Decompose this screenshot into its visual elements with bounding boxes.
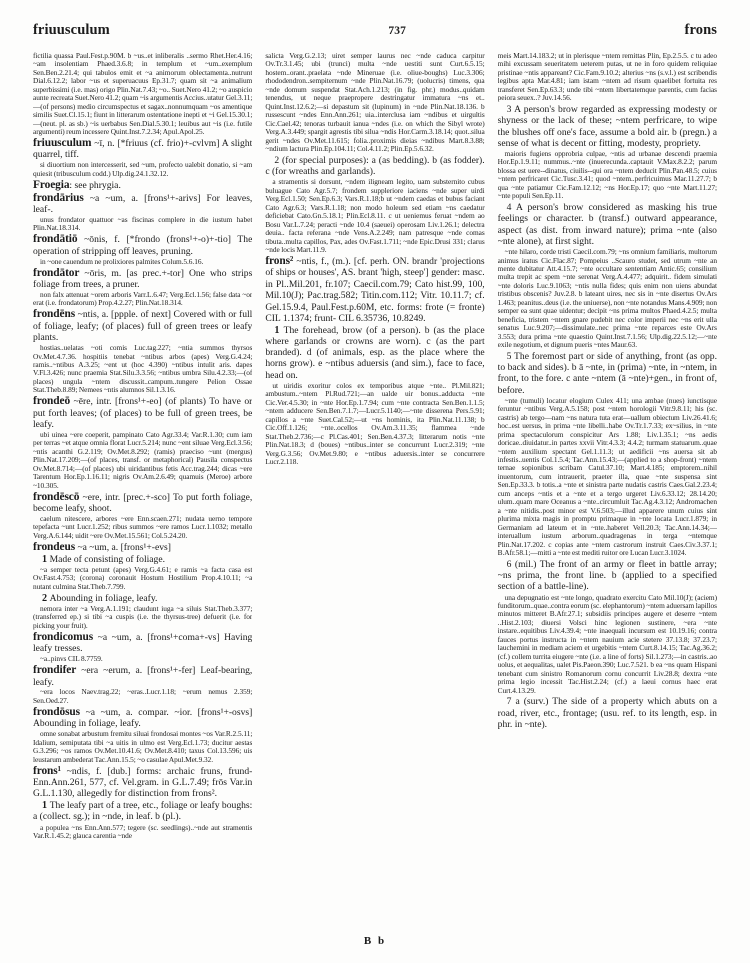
headword: frondātiō	[33, 233, 78, 246]
headword: frondēscō	[33, 490, 80, 503]
headword-line	[33, 309, 252, 343]
headword-line	[33, 766, 252, 800]
dictionary-entry	[33, 180, 252, 191]
dictionary-entry	[33, 766, 252, 841]
sense-definition: 7 a (surv.) The side of a property which abuts on a road, river, etc., frontage; (usu. ref. to its length, esp. in phr. in ~nte).	[497, 696, 717, 730]
dictionary-entry	[33, 268, 252, 308]
citation-block: meis Mart.14.183.2; ut in plerisque ~ntem remittas Plin, Ep.2.5.5. c tu adeo mihi excussam seueritatem ueterem putas, ut ne in foro quidem reliquiae pristinae ~ntis appareant? Cic.Fam.9.10.2; alterius ~ns (s.v.l.) est scribendis legibus apta Mar.4.81; iam istam ~ntem ad risum quaelibet fortuita res transferet Sen.Ep.63.3; unde tibi ~ntem libertatemque parentis, cum facias peiora seuex..? Juv.14.56.	[497, 52, 717, 103]
sense-definition: 2 (for special purposes): a (as bedding). b (as fodder). c (for wreaths and garlands).	[265, 154, 485, 178]
sense-definition: 5 The foremost part or side of anything, front (as opp. to back and sides). b ā ~nte, in (prima) ~nte, in ~ntem, in front, to the fore. c ante ~ntem (ā ~nte)+gen., in front of, before.	[497, 351, 717, 396]
headword-gloss: ~ēre, intr. [frons¹+-eo] (of plants) To have or put forth leaves; (of places) to be full of green trees, be leafy.	[33, 396, 253, 431]
headword: frondifer	[33, 664, 77, 677]
headword: friuusculum	[33, 137, 92, 150]
headword-gloss: ~ōnis, f. [*frondo (frons¹+-o)+-tio] The operation of stripping off leaves, pruning.	[33, 234, 253, 257]
headword-gloss: ~a ~um, a. [frons¹+-arivs] For leaves, leaf-.	[33, 192, 253, 216]
dictionary-entry	[33, 632, 252, 664]
headword-gloss: ~ere, intr. [prec.+-sco] To put forth foliage, become leafy, shoot.	[33, 491, 253, 515]
headword: frondicomus	[33, 630, 94, 643]
page-signature: B b	[363, 935, 387, 947]
headword-line	[33, 632, 252, 655]
citation-block: ut uiridis exoritur colos ex temporibus atque ~nte.. Pl.Mil.821; ambustum..~ntem Pl.Rud.721;—an ualde uir bonus..adducta ~nte Cic.Ver.4.5.30; in ~nte Hor.Ep.1.7.94; cum ~nte contracta Sen.Ben.1.1.5; ~ntem adducere Sen.Ben.7.1.7;—Lucr.5.1140;—~nte disserena Pers.5.91; capillos a ~nte Suet.Cal.52;—ut ~ns hominis, ita Plin.Nat.11.138; b Cic.Off.1.126; ~nte..ocellos Ov.Am.3.11.35; flammea ~nde Stat.Theb.2.736;—c Pl.Cas.401; Sen.Ben.4.37.3; litterarum notis ~nte Plin.Nat.18.3; d (boues) ~ntibus..inter se concurrunt Lucr.2.319; ~nte Verg.G.3.56; Ov.Met.9.80; e ~ntibus aduersis..inter se concurrere Lucr.2.118.	[265, 380, 485, 466]
middle-column	[265, 52, 484, 917]
left-column	[33, 52, 252, 917]
sense-definition: 3 A person's brow regarded as expressing modesty or shyness or the lack of these; ~ntem perfricare, to wipe the blushes off one's face, assume a bold air. b (pregn.) a sense of what is decent or fitting, modesty, propriety.	[497, 104, 717, 149]
citation-block: omne sonabat arbustum fremitu siluai frondosai montes ~os Var.R.2.5.11; Idalium, semiputata tibi ~a uitis in ulmo est Verg.Ecl.1.73; ducitur aestas G.3.296; ~os ramos Ov.Met.10.41.6; Ov.Met.8.410; taxus Col.13.596; uis leustarum ambederat Tac.Ann.15.5; ~o casulae Apul.Met.9.32.	[33, 729, 253, 764]
citation-block: ~nte (tumuli) locatur elogium Culex 411; una ambae (nues) iunctisque feruntur ~ntibus Verg.A.5.158; post ~ntem horologii Vitr.9.8.11; his (sc. castris) ab tergo—nam ~ns natura tuta erat—uallum obiectum Liv.26.41.6; hoc..est uersus, in prima ~nte libelli..habe Ov.Tr.1.7.33; ex~silius, in ~nte prima spectaculorum conspicitur Ars 1.88; Liv.1.35.1; ~ns aedis doricae..diuidatur..in partes xxvii Vitr.4.3.3; 4.4.2; turmam statuarum..quae ~ntem auxilium spectant Gel.1.11.3; ut aedificii ~ns auersa sit ab infestis..uentis Col.1.5.4; Tac.Ann.15.43;—(applied to a shop-front) ~ntem ternae sopionibus scribam Catul.37.10; Mart.4.185; emptorem..nihil inuentorum, cum intrauerit, praeter illa, quae ~nte suspensa sint Sen.Ep.33.3. b totis..a ~nte et sinistra parte nudatis castris Caes.Gal.2.23.4; cum anceps ~ntis et a ~nte et a tergo urgeret Liv.6.33.12; 28.14.20; ulum..quam mare Oceanus a ~nte..circumluit Tac.Ag.4.3.12; Andromachen a ~nte nitidis..post minor est V.6.503;—illud apparere unum cuius sint plurima mixta magis in promptu primaque in ~nte locata Lucr.1.879; in Germaniam ad lateum et in ~nte..haberet Vell.20.3; Tac.Ann.14.34;—interuallum iustum arborum..quadragenas in terga ~ntemque Plin.Nat.17.202. c copias ante ~ntem castrorum instruit Caes.Civ.3.37.1; B.Afr.58.1;—mitti a ~nte est mediti ruitor ore Lucan Lucr.3.1024.	[497, 395, 717, 557]
headword: Froegia	[33, 178, 70, 191]
dictionary-entry	[33, 138, 252, 178]
running-head-left: friuusculum	[33, 22, 110, 38]
citation-block: a stramentis si dorsunt, ~ndem iligneam legito, uam substernito cubus buluague Cato Agr.5.7; frondem suppleriore iaciens ~nde super uirdi Verg.Ecl.1.50; Sen.Ep.6.3; Vars.R.1.18;b ut ~ndem caedas et bubus faciant Cato Agr.6.3; Vars.R.1.18; non modo holeum sed etiam ~ns caedatur deficiebat Cato.Gn.5.18.1; Plin.Ecl.8.11. c ut ueniemus feruat ~ndem ao Bosu Var.L.7.24; peracti ~nde 10.4 (saeuei) operosam Liv.1.26.1; delectra deuia.. facta referana ~nde Vens.A.2.249; nam patresque ~nde comas tibuta..multa capillos, Pax, ades Ov.Fast.1.711; ~nde Epic.Drusi 331; clarus ~nde locis Mart.11.9.	[265, 177, 485, 254]
sense-number: 1	[274, 324, 284, 336]
dictionary-entry	[33, 234, 252, 266]
sense-text: The forehead, brow (of a person). b (as the place where garlands or crowns are worn). c (as the part branded). d (of animals, esp. as the place where the horns grow). e ~ntibus aduersis (and sim.), face to face, head on.	[265, 324, 485, 381]
dictionary-entry	[33, 193, 252, 233]
citation-block: ~a semper tecta petunt (apes) Verg.G.4.61; e ramis ~a facta casa est Ov.Fast.4.753; (corona) coronauit Hostum Hostilium Prop.4.10.11; ~a nutant culmina Stat.Theb.7.799.	[33, 564, 253, 591]
sense-definition: 4 A person's brow considered as masking his true feelings or character. b (transf.) outward appearance, aspect (as dist. from inward nature); prima ~nte (also ~nte alone), at first sight.	[497, 202, 717, 247]
sense-number: 1	[42, 800, 50, 812]
headword-gloss: ~ntis, a. [ppple. of next] Covered with or full of foliage, leafy; (of places) full of green trees or leafy plants.	[33, 309, 253, 344]
citation-block: nemora inter ~a Verg.A.1.191; claudunt iuga ~a siluis Stat.Theb.3.377; (transferred ep.) si tibi ~a cuspis (i.e. the thyrsus-tree) defuerit (i.e. for picking your fruit).	[33, 604, 253, 630]
sense-text: Made of consisting of foliage.	[49, 553, 166, 565]
headword-gloss: ~ndis, f. [dub.] forms: archaic fruns, frund- Enn.Ann.261, 577, cf. Vel.gram. in G.L.7.49; frōs Var.in G.L.1.130, allegedly for distinction from frons².	[33, 765, 253, 800]
headword: frons¹	[33, 764, 61, 777]
citation-block: fictilia quassa Paul.Fest.p.90M. b ~us..et inliberalis ..sermo Rhet.Her.4.16; ~am insolentiam Phaed.3.6.8; in templum et ~um..exemplum Sen.Ben.2.21.4; qui tabulos emit et ~a animorum oblectamenta..nutrunt Dial.6.12.2; labor ~us et superuacuus Ep.31.7; quam sit ~a animalium superbissimi (i.e. mas) origo Plin.Nat.7.43; ~o.. Suet.Nero 41.2; ~o auspicio aunte recreata Suet.Nero 41.2; quam ~is argumentis Accius..utatur Gel.3.11;—(of persons) medio circumspectus et sagax..nonnumquam ~os amentique similis Suet.Cl.15.1; fiunt in litterarum ostentatione inepti et ~i Gel.15.30.1;—(neut. pl. as sb.) ~is uerbabus Sen.Dial.5.30.1; leuibus aut ~is (i.e. futile argumenti) reum incessere Quint.Inst.7.2.34; Apul.Apol.25.	[33, 52, 253, 137]
sense-definition	[265, 325, 484, 381]
headword-line	[33, 138, 252, 161]
dictionary-entry	[33, 396, 252, 490]
headword-gloss: ~era ~erum, a. [frons¹+-fer] Leaf-bearing, leafy.	[33, 665, 253, 688]
sense-definition	[33, 554, 252, 565]
citation-block: ~nte hilaro, corde tristi Caecil.com.79; ~ns omnium familiaris, multorum animus iratus Cic.Flac.87; Pompeius ..Scauro studet, sed utrum ~nte an mente dubitatur Att.4.15.7; ~nte occultare sententiam Antic.65; consilium multa trepit ac spem ~nte serenat Verg.A.4.477; adquirit.. fidem simulati ~nte doloris Luc.9.1063; ~ntis nulla fides; quis enim non uiens abundat tristibus obscenis? Juv.2.8. b lateant uires, nec sis in ~nte disertus Ov.Ars 1.463; peanitus..deus (i.e. the uniuerse), non ~nte notandus Mans.4.909; non semper ea sunt quae uidentur; decipit ~ns prima multos Phaed.4.2.5; multa beneficia, tristem ~ntem gnare pudebit nec color imperii nec ~ns erit ulla senatus Luc.9.207;—dissimulate..nec prima ~nte reparces este Ov.Ars 3.553; dura prima ~nte quaestio Quint.Inst.7.1.56; Ulp.dig.22.5.12;—~nte exile negotium, et dignum pueris ~ntes Maur.63.	[497, 247, 717, 350]
citation-block: maioris fugiens opprobria culpae, ~ntis ad urbanae descendi praemia Hor.Ep.1.9.11; nummus..~nte (inuerecunda..captauit V.Max.8.2.2; parum blossa est uere--dinatus, ciuilis--qui ora ~ntem deducit Plin.Pan.48.5; cuius ~ntem perfricaret Cic.Tusc.3.41; quod ~ntem..perfricuimus Mar.11.27.7; b qua ~nte patiamur Cic.Fam.12.12; ~ns Hor.Ep.17; quo ~nte Mart.11.27; ~nte populi Sen.Ep.11.	[497, 149, 717, 201]
citation-block: si diuortium non intercesserit, sed ~um, profecto ualebit donatio, si ~am quiesit (tribusculum codd.) Ulp.dig.24.1.32.12.	[33, 160, 253, 178]
headword-gloss: ~a ~um, a. [frons¹+coma+-vs] Having leafy tresses.	[33, 631, 253, 655]
citation-block: non falx attenuat ~orem arboris Varr.L.6.47; Verg.Ecl.1.56; false data ~or erat (i.e. frondatorum) Prop.4.2.27; Plin.Nat.18.314.	[33, 289, 253, 308]
headword: frondātor	[33, 266, 80, 279]
headword: frondōsus	[33, 705, 81, 718]
dictionary-entry	[265, 256, 484, 466]
dictionary-entry	[33, 309, 252, 394]
headword-line	[33, 268, 252, 291]
headword-line	[33, 180, 252, 191]
sense-number: 1	[42, 553, 50, 565]
citation-block: unus frondator quattuor ~as fiscinas complere in die iustum habet Plin.Nat.18.314.	[33, 214, 253, 233]
right-column	[498, 52, 717, 917]
headword-line	[33, 492, 252, 515]
running-head-right: frons	[684, 22, 717, 38]
column-container	[33, 52, 717, 917]
headword: frondeus	[33, 540, 76, 553]
citation-block: ~a..pinvs CIL 8.7759.	[40, 654, 103, 664]
headword-line	[33, 707, 252, 730]
headword-gloss: ~a ~um, a. [frons¹+-evs]	[75, 541, 171, 553]
dictionary-entry	[33, 542, 252, 631]
page-number: 737	[388, 25, 406, 37]
citation-block: ubi uinea ~ere coeperit, pampinato Cato Agr.33.4; Var.R.1.30; cum iam per terras ~et atque omnia florat Lucr.5.214; nunc ~ent siluae Verg.Ecl.3.56; ~ntis acanthi G.2.119; Ov.Met.8.292; (ramis) praeciso ~unt (mergus) Plin.Nat.17.209;—(of places, transf. or metaphorical) Pausila conspectus Ov.Met.8.714;—(of places) ubi uiridantibus fetis Acc.trag.244; dicas ~ere Tarentum Hor.Ep.1.16.11; nigris Ov.Am.2.6.49; quamuis (Meroe) arbore ~10.305.	[33, 430, 253, 490]
sense-definition	[33, 800, 252, 822]
headword: frondārius	[33, 191, 84, 204]
sense-definition	[33, 593, 252, 604]
headword-line	[33, 193, 252, 216]
headword-gloss: : see phrygia.	[69, 179, 121, 191]
running-head	[33, 22, 717, 44]
citation-block: hostias..uelatas ~oti comis Luc.tag.227; ~ntia summos thyrsos Ov.Met.4.7.36. hospitiis tenebat ~ntibus arbos (apes) Verg.G.4.24; ramis..~ntibus A.3.25; ~ent ut (hoc 4.390) ~ntibus intulit aris. dapes V.Fl.3.426; nunc praemia Stat.Silu.3.3.56; ~ntibus umbra Silu.4.2.33;—(of places) ungula ~ntem discussit..campum..tungere Pelion Ossae Stat.Theb.8.89; Nemees ~ntis alumnos Sil.1.3.16.	[33, 343, 253, 395]
headword-line	[33, 665, 252, 688]
sense-text: Abounding in foliage, leafy.	[49, 592, 158, 604]
headword-gloss: ~ntis, f., (m.). [cf. perh. ON. brandr 'projections of ships or houses', AS. brant 'high, steep'] gender: masc. in Pl..Mil.201, fr.107; Caecil.com.79; Cato hist.99, 100, Mil.10(J); Pac.trag.582; Titin.com.112; Vitr. 10.11.7; cf. Gel.15.9.4, Paul.Fest.p.60M, etc. forms: frote (= fronte) CIL 1.1374; frunt- CIL 6.35736, 10.8249.	[265, 255, 485, 324]
headword-line	[33, 234, 252, 257]
headword: frondeō	[33, 395, 71, 408]
headword: frondēns	[33, 308, 76, 321]
headword-line	[33, 396, 252, 430]
citation-block: salicta Verg.G.2.13; uiret semper laurus nec ~nde caduca carpitur Ov.Tr.3.1.45; ubi (trunci) multa ~nde uestiti sunt Curt.6.5.15; hostem..orant..praelata ~nde Mineruae (i.e. oliue-boughs) Luc.3.306; rhododendron..sempiternum ~nde Plin.Nat.16.79; (uolucris) timens, qua ~nde domum suspendat Stat.Ach.1.213; (in fig. phr.) modus..quidam tenendus, ut neque praepropere destringatur immatura ~ns et.. Quint.Inst.12.6.2;—si depastum sit (lupinum) in ~nde Plin.Nat.18.136. b russescunt ~ndes Enn.Ann.261; uia..interclusa iam ~ndibus et uirgultis Cic.Cael.42; tenoras turbauit ianua ~ndes (i.e. on which the Sibyl wrote) Verg.A.3.449; spargit agrestis tibi silua ~ndis Hor.Carm.3.18.14; quot..silua gerit ~ndes Ov.Met.11.615; folia..proximis dieias ~ndibus Mart.8.3.88; ~ndium lactura Plin.Ep.104.11; Col.4.11.2; Plin.Ep.5.6.32.	[265, 52, 485, 153]
headword-gloss: ~ī, n. [*friuus (cf. frio)+-cvlvm] A slight quarrel, tiff.	[33, 138, 253, 161]
citation-block: a populea ~ns Enn.Ann.577; tegere (sc. seedlings)..~nde aut stramentis Var.R.1.45.2; glauca carentia ~nde	[33, 822, 253, 841]
headword: frons²	[265, 254, 294, 267]
dictionary-entry	[33, 707, 252, 764]
headword-gloss: ~a ~um, a. compar. ~ior. [frons¹+-osvs] Abounding in foliage, leafy.	[33, 706, 253, 730]
citation-block: ~era locos Naev.trag.22; ~eras..Lucr.1.18; ~erum nemus 2.359; Sen.Oed.27.	[33, 687, 253, 705]
sense-number: 2	[42, 592, 50, 604]
headword-gloss: ~ōris, m. [as prec.+-tor] One who strips foliage from trees, a pruner.	[33, 267, 253, 291]
headword-line	[33, 542, 252, 553]
citation-block: in ~one cauendum ne prolixiores palmites Colum.5.6.16.	[40, 256, 204, 266]
dictionary-entry	[33, 665, 252, 705]
citation-block: una depugnatio est ~nte longo, quadrato exercitu Cato Mil.10(J); (aciem) funditorum..quae..contra eorum (sc. elephantorum) ~ntem aduersam lapillos minutos mitteret B.Afr.27.1; subsidiis principes augere et deserre ~ntem ..Hist.2.103; diuersi Volsci hinc legionen sustinere, ~era ~nte instare..equitibus Liv.4.39.4; ~nte inaequali incursum est 10.19.16; contra fauces portus instructa in ~ntem nauium acie stetere 37.13.8; 37.23.7; lauchemini in mediam aciem et urgebitis ~ntem Curt.8.14.15; Tac.Ag.36.2; (cf.) collem turrita eiugere ~nte (i.e. a line of forts) Sil.1.273;—in castris..ao uolus, et aequalitas, ualet Pis.Paeon.390; Luc.7.521. b ea ~ns quam Hispani tenebant cum sinistro Romanorum cornu concurrit Liv.28.8; dextra ~nte prima legio incessit Tac.Hist.2.24; (cf.) a laeui cornus haec erat Curt.4.13.29.	[497, 592, 717, 695]
citation-block: caelum nitescere, arbores ~ere Enn.scaen.271; nudata uerno tempore tepefacta ~unt Lucr.1.252; ribus summos ~ere ramos Lucr.1.1032; metallo Verg.A.6.144; uidit ~ere Ov.Met.15.561; Col.5.24.20.	[33, 514, 253, 540]
headword-line	[265, 256, 484, 324]
sense-definition: 6 (mil.) The front of an army or fleet in battle array; ~ns prima, the front line. b (applied to a specified section of a battle-line).	[497, 558, 717, 593]
sense-text: The leafy part of a tree, etc., foliage or leafy boughs: a (collect. sg.); in ~nde, in leaf. b (pl.).	[33, 800, 253, 823]
dictionary-entry	[33, 492, 252, 541]
